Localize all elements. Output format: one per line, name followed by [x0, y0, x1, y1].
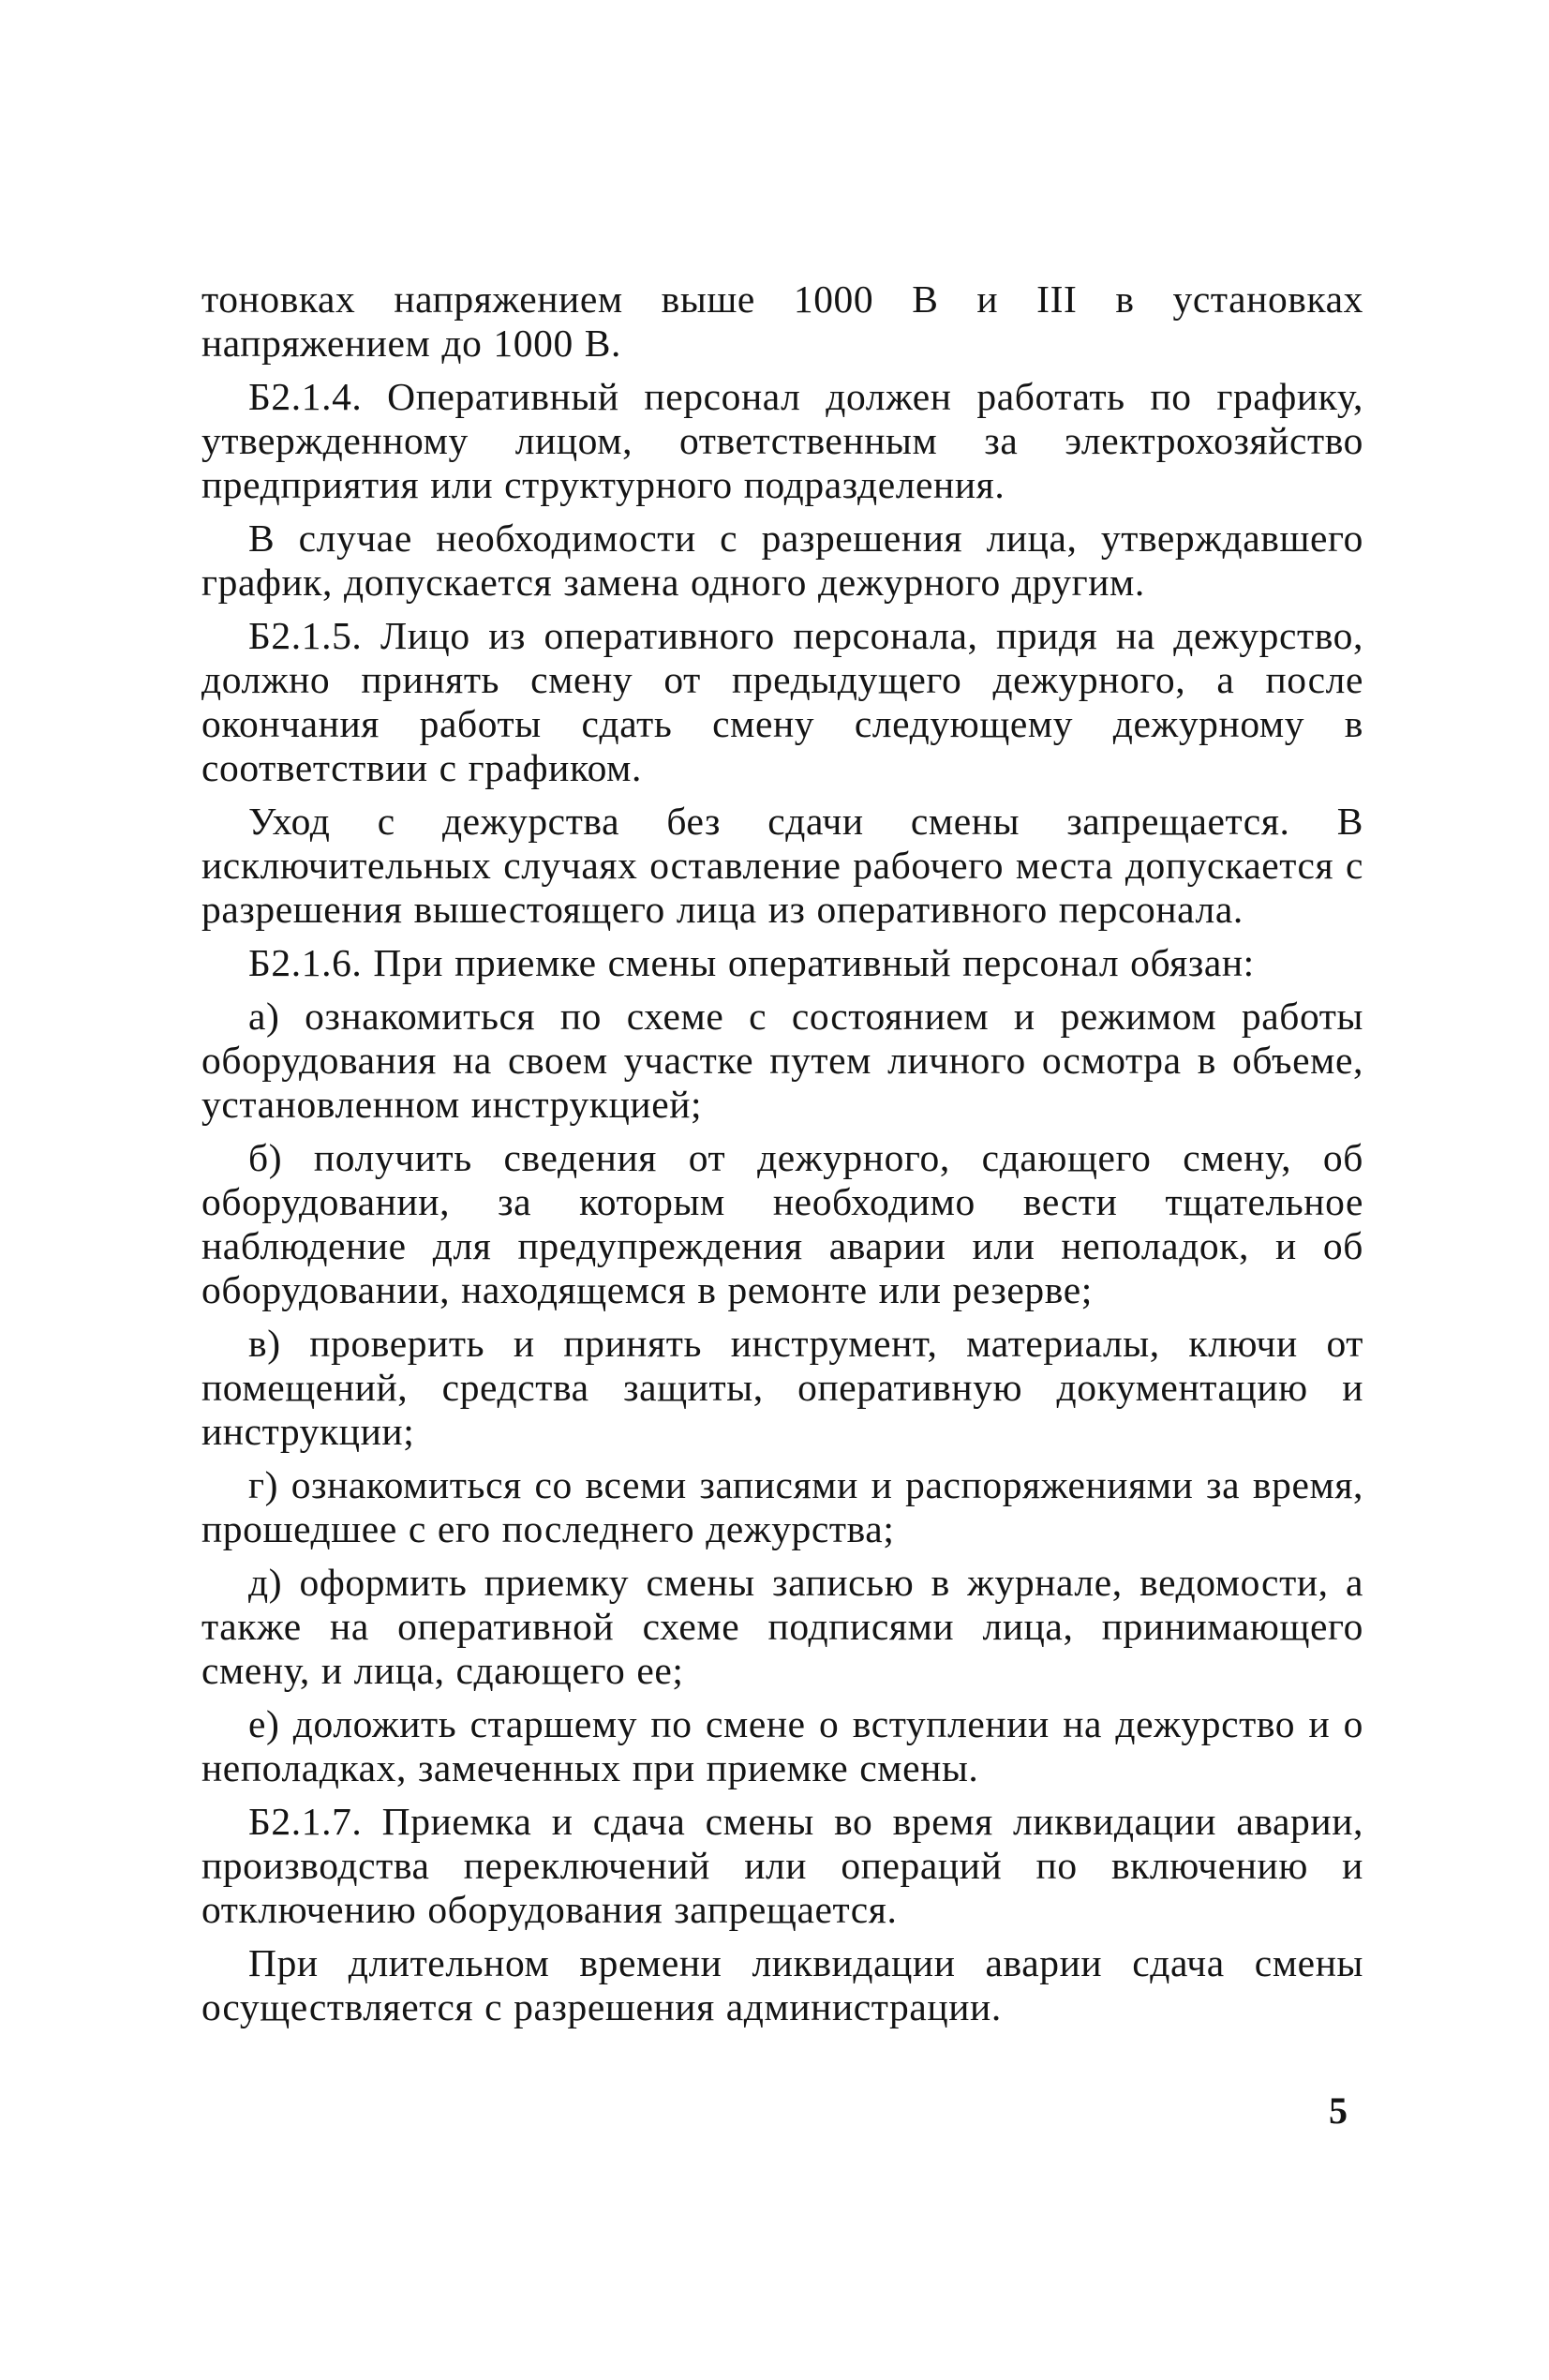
paragraph-long-liquidation: При длительном времени ликвидации аварии сдача смены осуществляется с разрешения администрации. [201, 1941, 1363, 2028]
paragraph-leaving-duty: Уход с дежурства без сдачи смены запрещается. В исключительных случаях оставление рабочего места допускается с разрешения вышестоящего лица из оперативного персонала. [201, 800, 1363, 931]
paragraph-b2-1-7: Б2.1.7. Приемка и сдача смены во время ликвидации аварии, производства переключений или операций по включению и отключению оборудования запрещается. [201, 1800, 1363, 1931]
list-item-a: а) ознакомиться по схеме с состоянием и режимом работы оборудования на своем участке путем личного осмотра в объеме, установленном инструкцией; [201, 995, 1363, 1126]
paragraph-b2-1-5: Б2.1.5. Лицо из оперативного персонала, придя на дежурство, должно принять смену от предыдущего дежурного, а после окончания работы сдать смену следующему дежурному в соответствии с графиком. [201, 614, 1363, 789]
paragraph-duty-replacement: В случае необходимости с разрешения лица, утверждавшего график, допускается замена одного дежурного другим. [201, 516, 1363, 604]
page-number: 5 [1329, 2089, 1348, 2132]
paragraph-continuation: тоновках напряжением выше 1000 В и III в установках напряжением до 1000 В. [201, 277, 1363, 365]
list-item-b: б) получить сведения от дежурного, сдающего смену, об оборудовании, за которым необходимо вести тщательное наблюдение для предупреждения аварии или неполадок, и об оборудовании, находящемся в ремонте или резерве; [201, 1136, 1363, 1311]
document-body [201, 277, 1363, 2039]
list-item-g: г) ознакомиться со всеми записями и распоряжениями за время, прошедшее с его последнего дежурства; [201, 1463, 1363, 1550]
list-item-d: д) оформить приемку смены записью в журнале, ведомости, а также на оперативной схеме подписями лица, принимающего смену, и лица, сдающего ее; [201, 1561, 1363, 1692]
list-item-e: е) доложить старшему по смене о вступлении на дежурство и о неполадках, замеченных при приемке смены. [201, 1702, 1363, 1789]
paragraph-b2-1-6: Б2.1.6. При приемке смены оперативный персонал обязан: [248, 941, 1255, 984]
list-item-v: в) проверить и принять инструмент, материалы, ключи от помещений, средства защиты, оперативную документацию и инструкции; [201, 1322, 1363, 1453]
paragraph-b2-1-4: Б2.1.4. Оперативный персонал должен работать по графику, утвержденному лицом, ответственным за электрохозяйство предприятия или структурного подразделения. [201, 375, 1363, 506]
